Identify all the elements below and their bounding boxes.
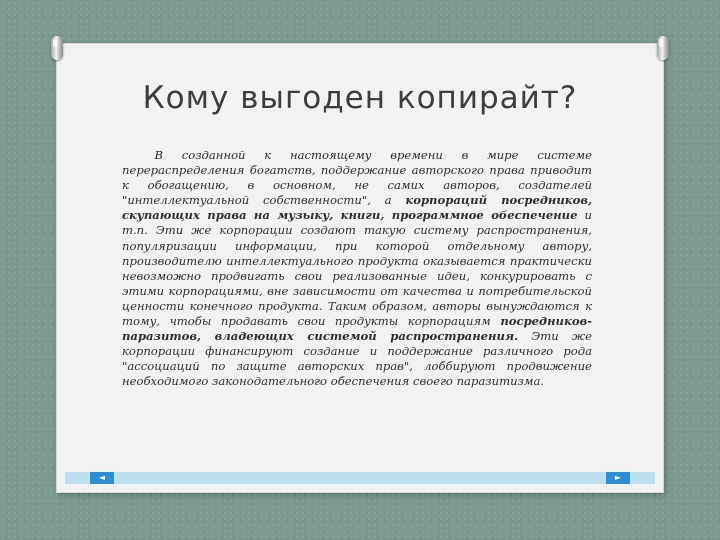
body-segment: и т.п. Эти же корпорации создают такую систему распространения, популяризации информации, при которой отдельному автору, производителю интеллектуального продукта оказывается практически невозможно продвигать свои реализованные идеи, конкурировать с этими корпорациями, вне зависимости от качества и потребительской ценности конечного продукта. Таким образом, авторы вынуждаются к тому, чтобы продавать свои продукты корпорациям <box>122 208 592 329</box>
triangle-left-icon: ◄ <box>98 473 106 482</box>
body-segment: Эти же корпорации финансируют создание и поддержание различного рода "ассоциаций по защите авторских прав", лоббируют продвижение необходимого законодательного обеспечения своего паразитизма. <box>122 329 592 389</box>
slide-nav-bar <box>65 472 655 484</box>
triangle-right-icon: ► <box>614 473 622 482</box>
pin-icon-right <box>657 36 669 60</box>
body-segment: В созданной к настоящему времени в мире системе перераспределения богатств, поддержание авторского права приводит к обогащению, в основном, не самих авторов, создателей "интеллектуальной собственности", а <box>122 148 592 208</box>
body-segment-bold: посредников-паразитов, владеющих системой распространения. <box>122 314 592 344</box>
slide-title: Кому выгоден копирайт? <box>142 80 578 116</box>
slide-card <box>57 44 663 492</box>
body-segment-bold: корпораций посредников, скупающих права на музыку, книги, программное обеспечение <box>122 193 592 223</box>
next-slide-button[interactable] <box>606 472 630 484</box>
pin-icon-left <box>51 36 63 60</box>
slide-body-text <box>122 148 592 390</box>
prev-slide-button[interactable] <box>90 472 114 484</box>
